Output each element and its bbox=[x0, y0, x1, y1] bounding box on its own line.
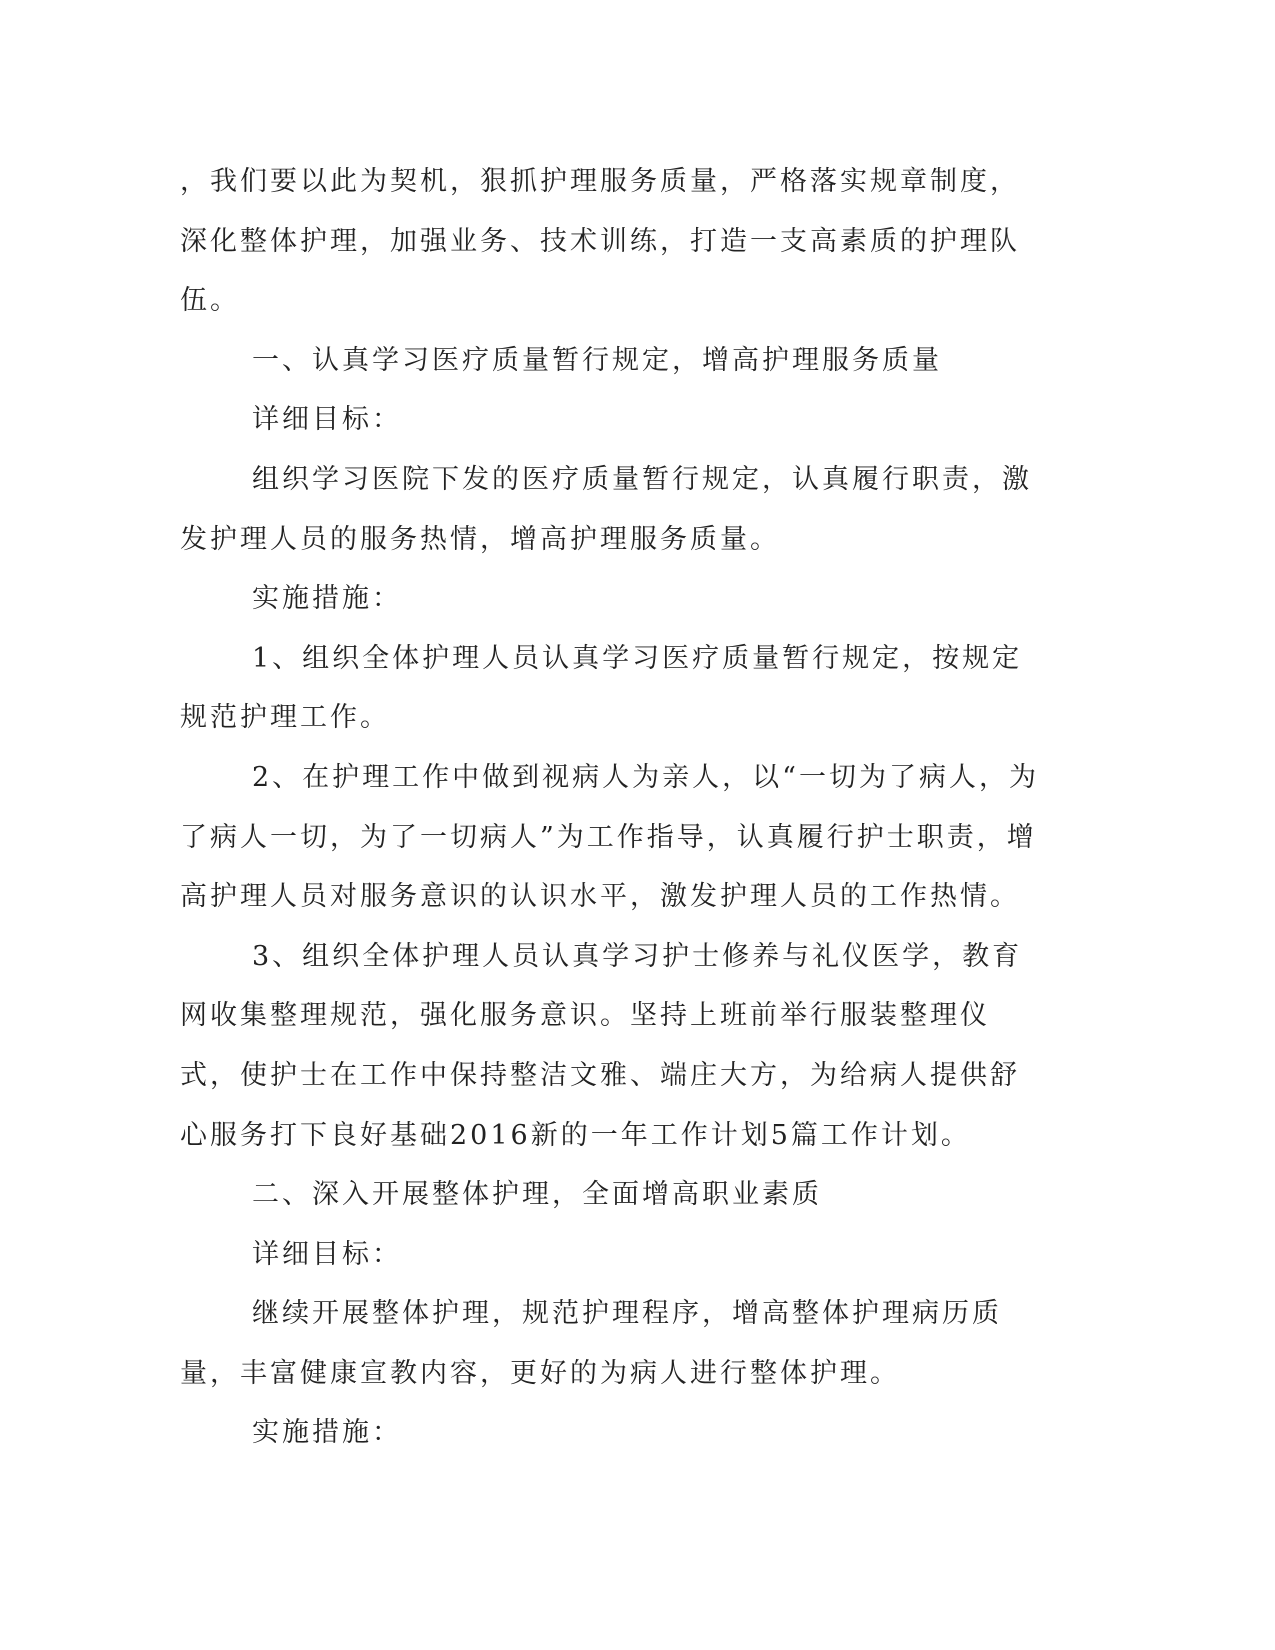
list-item-3: 3、组织全体护理人员认真学习护士修养与礼仪医学，教育网收集整理规范，强化服务意识。坚持上班前举行服装整理仪式，使护士在工作中保持整洁文雅、端庄大方，为给病人提供舒心服务打下良好基础2016新的一年工作计划5篇工作计划。 bbox=[180, 940, 1023, 1151]
section-heading-2: 二、深入开展整体护理，全面增高职业素质 bbox=[252, 1179, 822, 1211]
subheading-measures: 实施措施： bbox=[252, 583, 402, 615]
subheading-measures: 实施措施： bbox=[252, 1417, 402, 1449]
paragraph-goal: 组织学习医院下发的医疗质量暂行规定，认真履行职责，激发护理人员的服务热情，增高护理服务质量。 bbox=[180, 463, 1032, 555]
paragraph-intro: ，我们要以此为契机，狠抓护理服务质量，严格落实规章制度，深化整体护理，加强业务、技术训练，打造一支高素质的护理队伍。 bbox=[180, 166, 1020, 317]
section-heading-1: 一、认真学习医疗质量暂行规定，增高护理服务质量 bbox=[252, 344, 942, 376]
subheading-goal: 详细目标： bbox=[252, 1238, 402, 1270]
list-item-2: 2、在护理工作中做到视病人为亲人，以“一切为了病人，为了病人一切，为了一切病人”为工作指导，认真履行护士职责，增高护理人员对服务意识的认识水平，激发护理人员的工作热情。 bbox=[180, 761, 1039, 913]
paragraph-goal: 继续开展整体护理，规范护理程序，增高整体护理病历质量，丰富健康宣教内容，更好的为病人进行整体护理。 bbox=[180, 1298, 1002, 1389]
subheading-goal: 详细目标： bbox=[252, 404, 402, 436]
list-item-1: 1、组织全体护理人员认真学习医疗质量暂行规定，按规定规范护理工作。 bbox=[180, 642, 1023, 734]
document-body bbox=[180, 152, 1040, 1463]
